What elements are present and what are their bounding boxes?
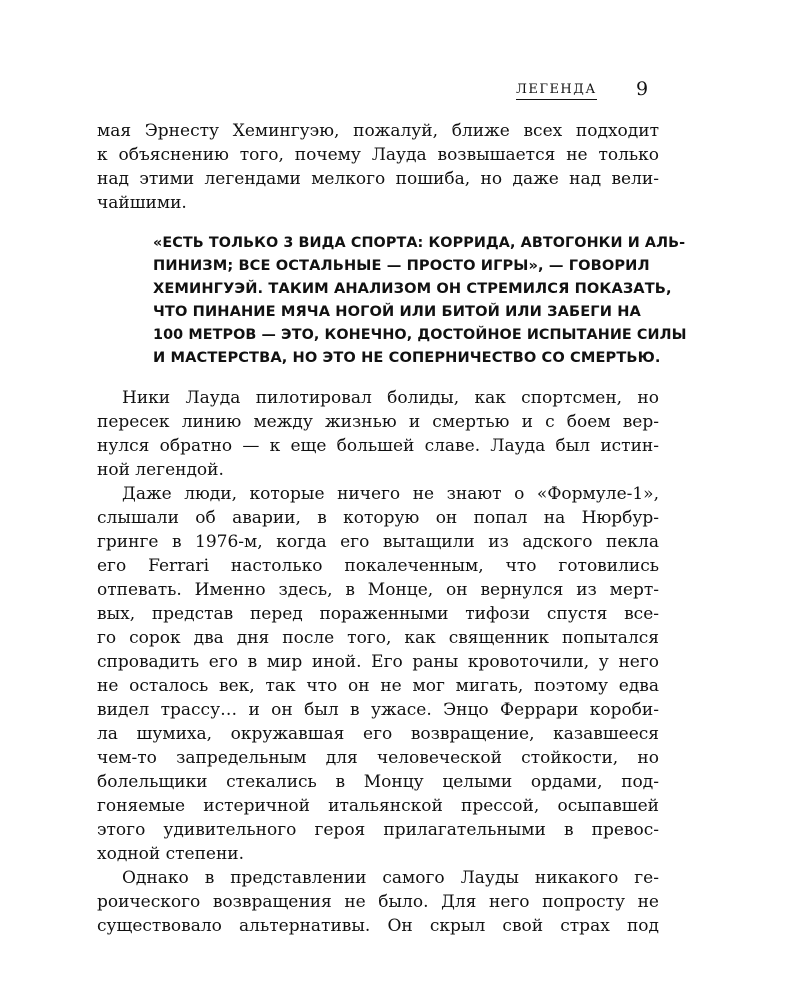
text-line: ходной степени. bbox=[97, 844, 245, 864]
quote-line: «ЕСТЬ ТОЛЬКО 3 ВИДА СПОРТА: КОРРИДА, АВТОГОНКИ И АЛЬ- bbox=[153, 235, 686, 251]
text-line: спровадить его в мир иной. Его раны кровоточили, у него bbox=[97, 652, 659, 672]
text-line: го сорок два дня после того, как священник попытался bbox=[97, 628, 659, 648]
text-line: не осталось век, так что он не мог мигать, поэтому едва bbox=[97, 676, 659, 696]
text-line: к объяснению того, почему Лауда возвышается не только bbox=[97, 145, 659, 165]
text-line: видел трассу… и он был в ужасе. Энцо Феррари короби- bbox=[97, 700, 659, 720]
text-line: роического возвращения не было. Для него попросту не bbox=[97, 892, 659, 912]
text-line: этого удивительного героя прилагательными в превос- bbox=[97, 820, 659, 840]
text-line: нулся обратно — к еще большей славе. Лауда был истин- bbox=[97, 436, 659, 456]
text-line: слышали об аварии, в которую он попал на Нюрбур- bbox=[97, 508, 659, 528]
running-title: ЛЕГЕНДА bbox=[516, 82, 597, 100]
text-line: существовало альтернативы. Он скрыл свой страх под bbox=[97, 916, 659, 936]
text-line: вых, представ перед пораженными тифози спустя все- bbox=[97, 604, 659, 624]
text-line: ла шумиха, окружавшая его возвращение, казавшееся bbox=[97, 724, 659, 744]
text-line: пересек линию между жизнью и смертью и с боем вер- bbox=[97, 412, 659, 432]
text-line: его Ferrari настолько покалеченным, что готовились bbox=[97, 556, 659, 576]
text-line: чайшими. bbox=[97, 193, 187, 213]
text-line: отпевать. Именно здесь, в Монце, он вернулся из мерт- bbox=[97, 580, 659, 600]
text-line: ной легендой. bbox=[97, 460, 224, 480]
page-number: 9 bbox=[636, 78, 649, 100]
text-line: Ники Лауда пилотировал болиды, как спортсмен, но bbox=[122, 388, 659, 408]
text-line: гринге в 1976-м, когда его вытащили из адского пекла bbox=[97, 532, 659, 552]
text-line: мая Эрнесту Хемингуэю, пожалуй, ближе всех подходит bbox=[97, 121, 659, 141]
quote-line: ХЕМИНГУЭЙ. ТАКИМ АНАЛИЗОМ ОН СТРЕМИЛСЯ ПОКАЗАТЬ, bbox=[153, 280, 672, 297]
quote-line: 100 МЕТРОВ — ЭТО, КОНЕЧНО, ДОСТОЙНОЕ ИСПЫТАНИЕ СИЛЫ bbox=[153, 327, 687, 343]
quote-line: ПИНИЗМ; ВСЕ ОСТАЛЬНЫЕ — ПРОСТО ИГРЫ», — ГОВОРИЛ bbox=[153, 257, 650, 274]
text-line: Даже люди, которые ничего не знают о «Формуле-1», bbox=[122, 484, 659, 504]
quote-line: ЧТО ПИНАНИЕ МЯЧА НОГОЙ ИЛИ БИТОЙ ИЛИ ЗАБЕГИ НА bbox=[153, 303, 641, 320]
text-line: чем-то запредельным для человеческой стойкости, но bbox=[97, 748, 659, 768]
text-line: над этими легендами мелкого пошиба, но даже над вели- bbox=[97, 169, 659, 189]
quote-line: И МАСТЕРСТВА, НО ЭТО НЕ СОПЕРНИЧЕСТВО СО СМЕРТЬЮ. bbox=[153, 349, 661, 366]
text-line: болельщики стекались в Монцу целыми ордами, под- bbox=[97, 772, 659, 792]
text-line: Однако в представлении самого Лауды никакого ге- bbox=[122, 868, 659, 888]
text-line: гоняемые истеричной итальянской прессой, осыпавшей bbox=[97, 796, 659, 816]
